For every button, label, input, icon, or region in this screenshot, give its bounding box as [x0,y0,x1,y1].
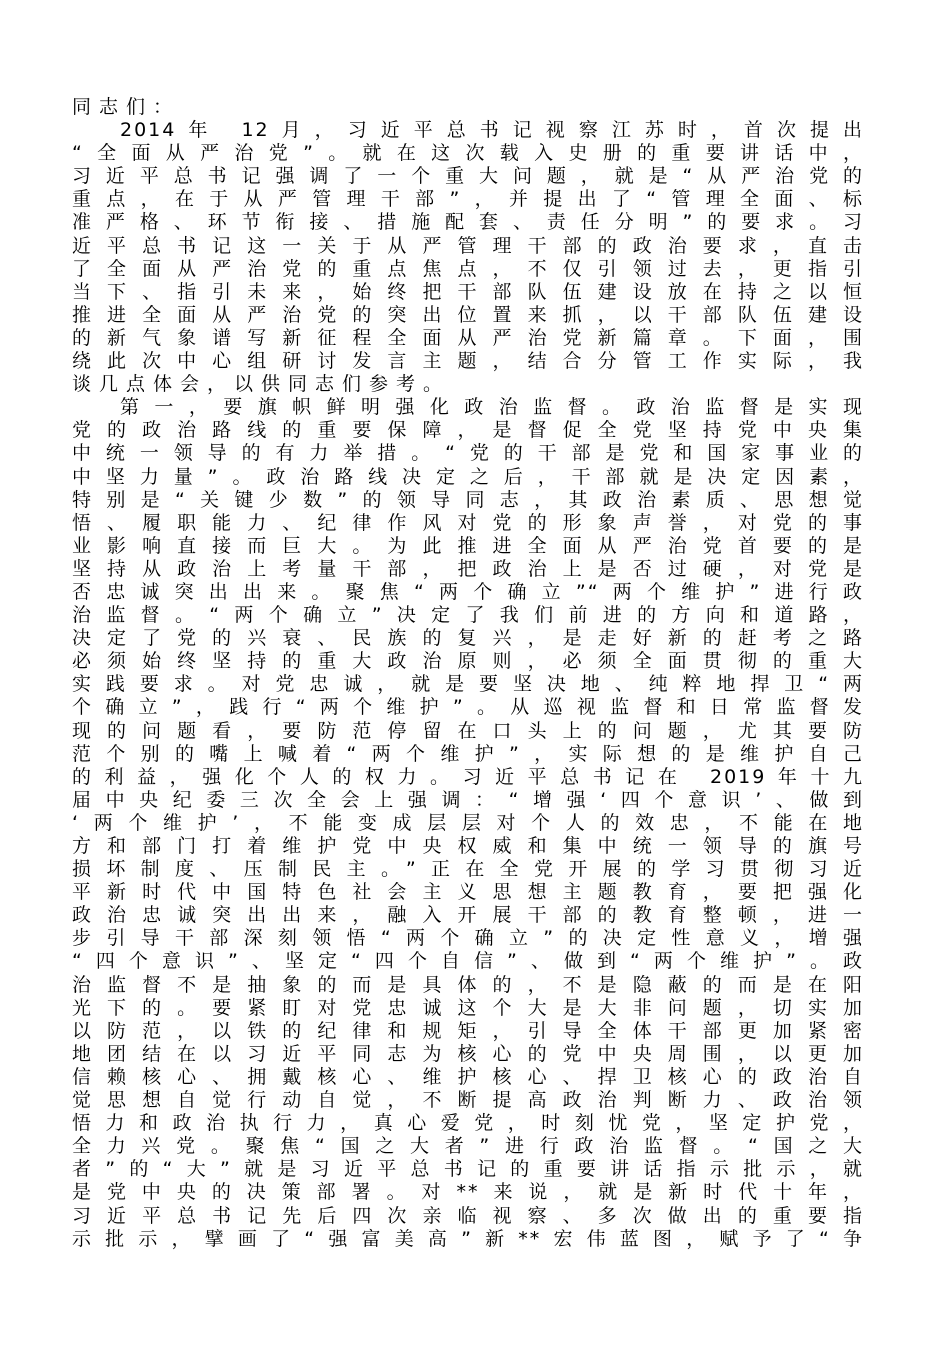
text-line: 了全面从严治党的重点焦点，不仅引领过去，更指引 [72,257,864,280]
text-line: 近平总书记这一关于从严管理干部的政治要求，直击 [72,234,864,257]
text-line: 决定了党的兴衰、民族的复兴，是走好新的赶考之路 [72,627,864,650]
text-line: 悟力和政治执行力，真心爱党，时刻忧党，坚定护党， [72,1112,864,1135]
text-line: 平新时代中国特色社会主义思想主题教育，要把强化 [72,881,864,904]
text-line: “全面从严治党”。就在这次载入史册的重要讲话中， [72,142,864,165]
text-line: 实践要求。对党忠诚，就是要坚决地、纯粹地捍卫“两 [72,673,864,696]
text-line: 范个别的嘴上喊着“两个维护”，实际想的是维护自己 [72,742,864,765]
text-line: 第一，要旗帜鲜明强化政治监督。政治监督是实现 [120,396,864,419]
text-line: 地团结在以习近平同志为核心的党中央周围，以更加 [72,1042,864,1065]
text-line: 业影响直接而巨大。为此推进全面从严治党首要的是 [72,534,864,557]
text-line: 坚持从政治上考量干部，把政治上是否过硬，对党是 [72,557,864,580]
text-line: 个确立”，践行“两个维护”。从巡视监督和日常监督发 [72,696,864,719]
salutation: 同志们： [72,96,181,118]
paragraph-1 [72,119,864,396]
text-line: 示批示，擘画了“强富美高”新**宏伟蓝图，赋予了“争 [72,1227,864,1250]
text-line: 中坚力量”。政治路线决定之后，干部就是决定因素， [72,465,864,488]
text-line: 者”的“大”就是习近平总书记的重要讲话指示批示，就 [72,1158,864,1181]
text-line: “四个意识”、坚定“四个自信”、做到“两个维护”。政 [72,950,864,973]
text-line: 以防范，以铁的纪律和规矩，引导全体干部更加紧密 [72,1019,864,1042]
document-body [72,96,864,1251]
text-line: 治监督不是抽象的而是具体的，不是隐蔽的而是在阳 [72,973,864,996]
text-line: 谈几点体会，以供同志们参考。 [72,373,451,396]
text-line: 悟、履职能力、纪律作风对党的形象声誉，对党的事 [72,511,864,534]
paragraph-2 [72,396,864,1250]
text-line: 绕此次中心组研讨发言主题，结合分管工作实际，我 [72,350,864,373]
text-line: 治监督。“两个确立”决定了我们前进的方向和道路， [72,604,864,627]
text-line: 光下的。要紧盯对党忠诚这个大是大非问题，切实加 [72,996,864,1019]
text-line: 准严格、环节衔接、措施配套、责任分明”的要求。习 [72,211,864,234]
text-line: ‘两个维护’，不能变成层层对个人的效忠，不能在地 [72,811,864,834]
text-line: 重点，在于从严管理干部”，并提出了“管理全面、标 [72,188,864,211]
text-line: 损坏制度、压制民主。”正在全党开展的学习贯彻习近 [72,858,864,881]
text-line: 当下、指引未来，始终把干部队伍建设放在持之以恒 [72,280,864,303]
text-line: 党的政治路线的重要保障，是督促全党坚持党中央集 [72,419,864,442]
text-line: 信赖核心、拥戴核心、维护核心、捍卫核心的政治自 [72,1065,864,1088]
text-line: 现的问题看，要防范停留在口头上的问题，尤其要防 [72,719,864,742]
text-line: 觉思想自觉行动自觉，不断提高政治判断力、政治领 [72,1089,864,1112]
text-line: 中统一领导的有力举措。“党的干部是党和国家事业的 [72,442,864,465]
text-line: 全力兴党。聚焦“国之大者”进行政治监督。“国之大 [72,1135,864,1158]
text-line: 的利益，强化个人的权力。习近平总书记在 2019年十九 [72,765,864,788]
text-line: 特别是“关键少数”的领导同志，其政治素质、思想觉 [72,488,864,511]
text-line: 必须始终坚持的重大政治原则，必须全面贯彻的重大 [72,650,864,673]
text-line: 2014年 12月，习近平总书记视察江苏时，首次提出 [120,119,864,142]
text-line: 届中央纪委三次全会上强调：“增强‘四个意识’、做到 [72,788,864,811]
text-line: 步引导干部深刻领悟“两个确立”的决定性意义，增强 [72,927,864,950]
text-line: 方和部门打着维护党中央权威和集中统一领导的旗号 [72,835,864,857]
text-line: 推进全面从严治党的突出位置来抓，以干部队伍建设 [72,303,864,326]
text-line: 政治忠诚突出出来，融入开展干部的教育整顿，进一 [72,904,864,927]
text-line: 习近平总书记强调了一个重大问题，就是“从严治党的 [72,165,864,188]
text-line: 是党中央的决策部署。对**来说，就是新时代十年， [72,1181,864,1204]
text-line: 否忠诚突出出来。聚焦“两个确立”“两个维护”进行政 [72,580,864,603]
text-line: 习近平总书记先后四次亲临视察、多次做出的重要指 [72,1204,864,1227]
text-line: 的新气象谱写新征程全面从严治党新篇章。下面，围 [72,326,864,349]
